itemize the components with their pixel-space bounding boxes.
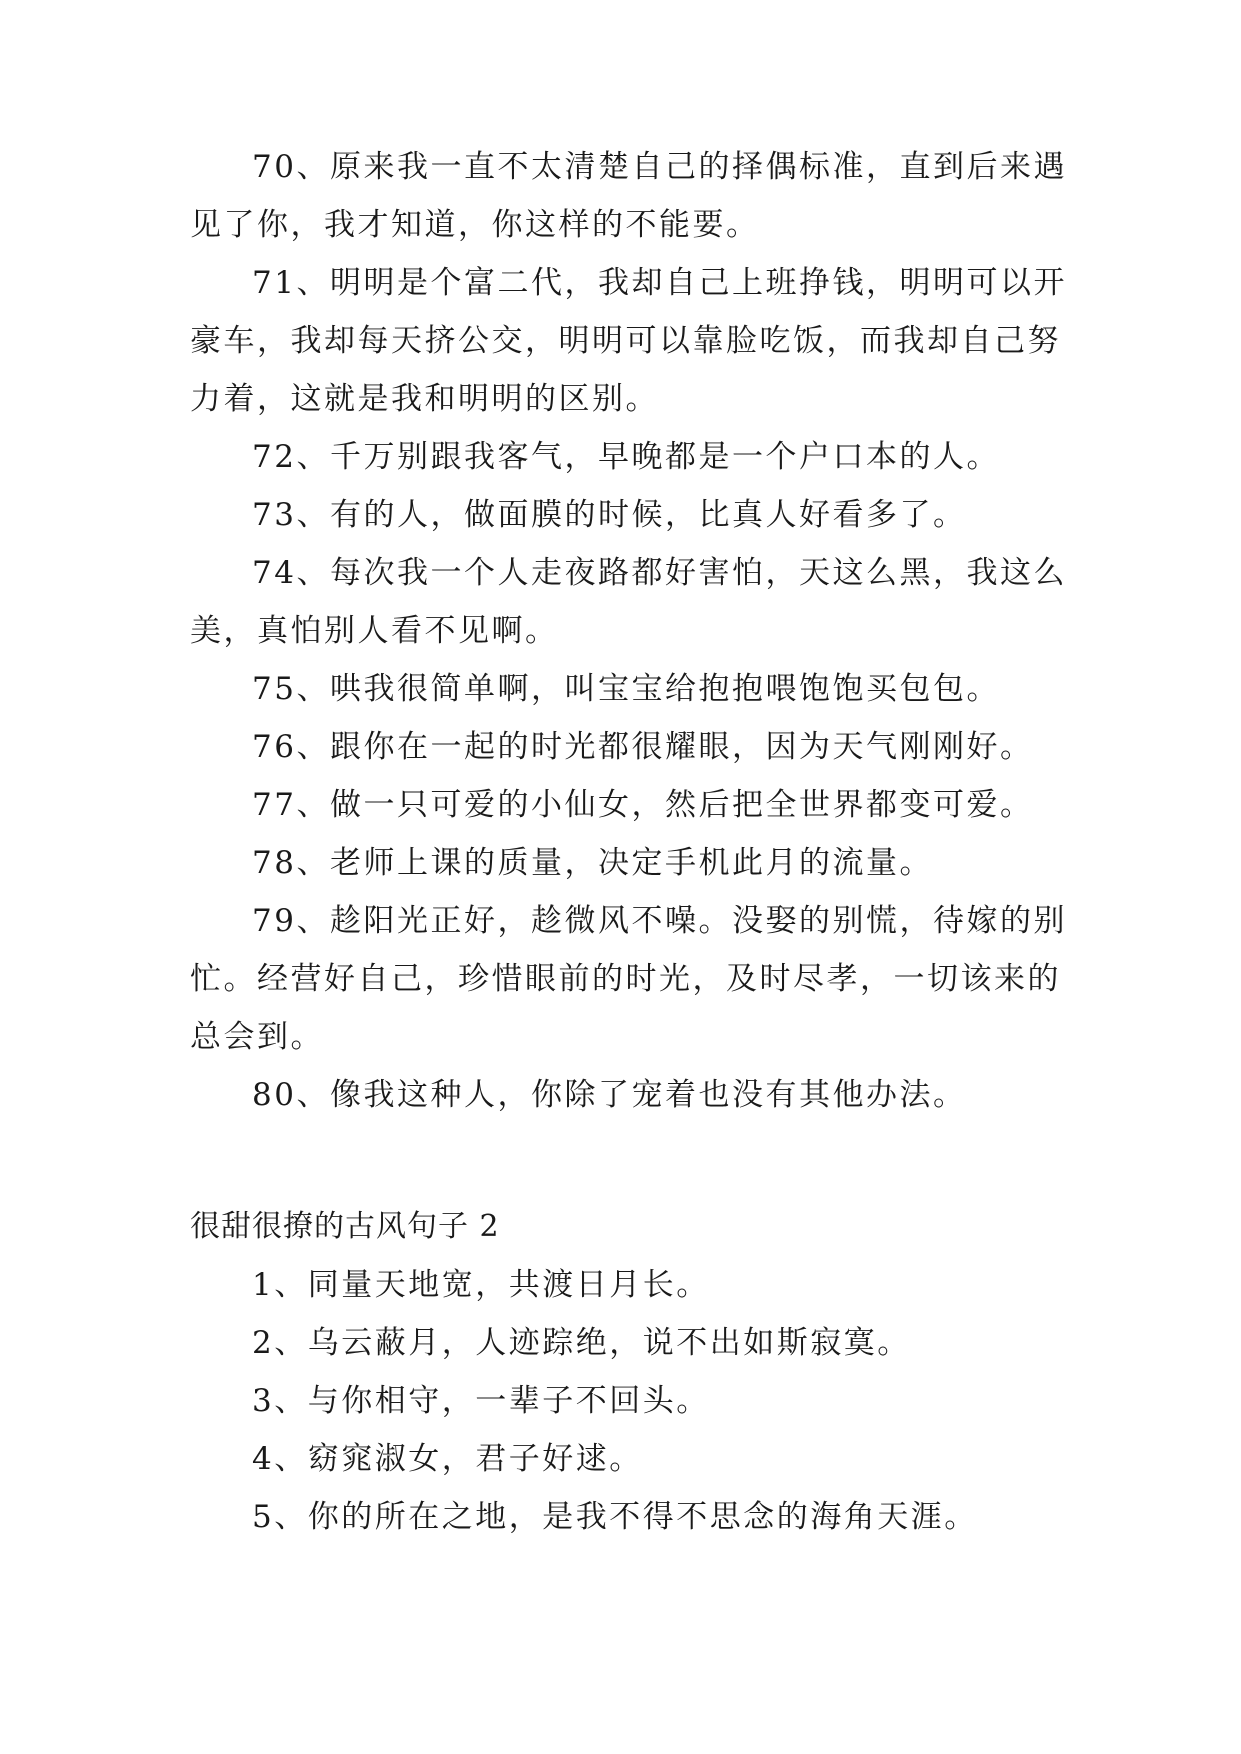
list-item: 3、与你相守，一辈子不回头。 [252, 1383, 710, 1419]
list-item: 76、跟你在一起的时光都很耀眼，因为天气刚刚好。 [252, 729, 1034, 765]
list-item: 74、每次我一个人走夜路都好害怕，天这么黑，我这么美，真怕别人看不见啊。 [190, 555, 1067, 649]
section-heading: 很甜很撩的古风句子 2 [190, 1209, 500, 1244]
list-item: 70、原来我一直不太清楚自己的择偶标准，直到后来遇见了你，我才知道，你这样的不能要。 [190, 149, 1067, 243]
list-item: 4、窈窕淑女，君子好逑。 [252, 1441, 643, 1477]
list-item: 73、有的人，做面膜的时候，比真人好看多了。 [252, 497, 967, 533]
list-item: 71、明明是个富二代，我却自己上班挣钱，明明可以开豪车，我却每天挤公交，明明可以靠脸吃饭，而我却自己努力着，这就是我和明明的区别。 [190, 265, 1067, 417]
list-item: 5、你的所在之地，是我不得不思念的海角天涯。 [252, 1499, 978, 1535]
list-item: 77、做一只可爱的小仙女，然后把全世界都变可爱。 [252, 787, 1034, 823]
list-item: 1、同量天地宽，共渡日月长。 [252, 1267, 710, 1303]
list-item: 79、趁阳光正好，趁微风不噪。没娶的别慌，待嫁的别忙。经营好自己，珍惜眼前的时光，及时尽孝，一切该来的总会到。 [190, 903, 1067, 1055]
list-item: 78、老师上课的质量，决定手机此月的流量。 [252, 845, 933, 881]
list-item: 80、像我这种人，你除了宠着也没有其他办法。 [252, 1077, 967, 1113]
list-item: 75、哄我很简单啊，叫宝宝给抱抱喂饱饱买包包。 [252, 671, 1000, 707]
list-item: 2、乌云蔽月，人迹踪绝，说不出如斯寂寞。 [252, 1325, 911, 1361]
list-item: 72、千万别跟我客气，早晚都是一个户口本的人。 [252, 439, 1000, 475]
